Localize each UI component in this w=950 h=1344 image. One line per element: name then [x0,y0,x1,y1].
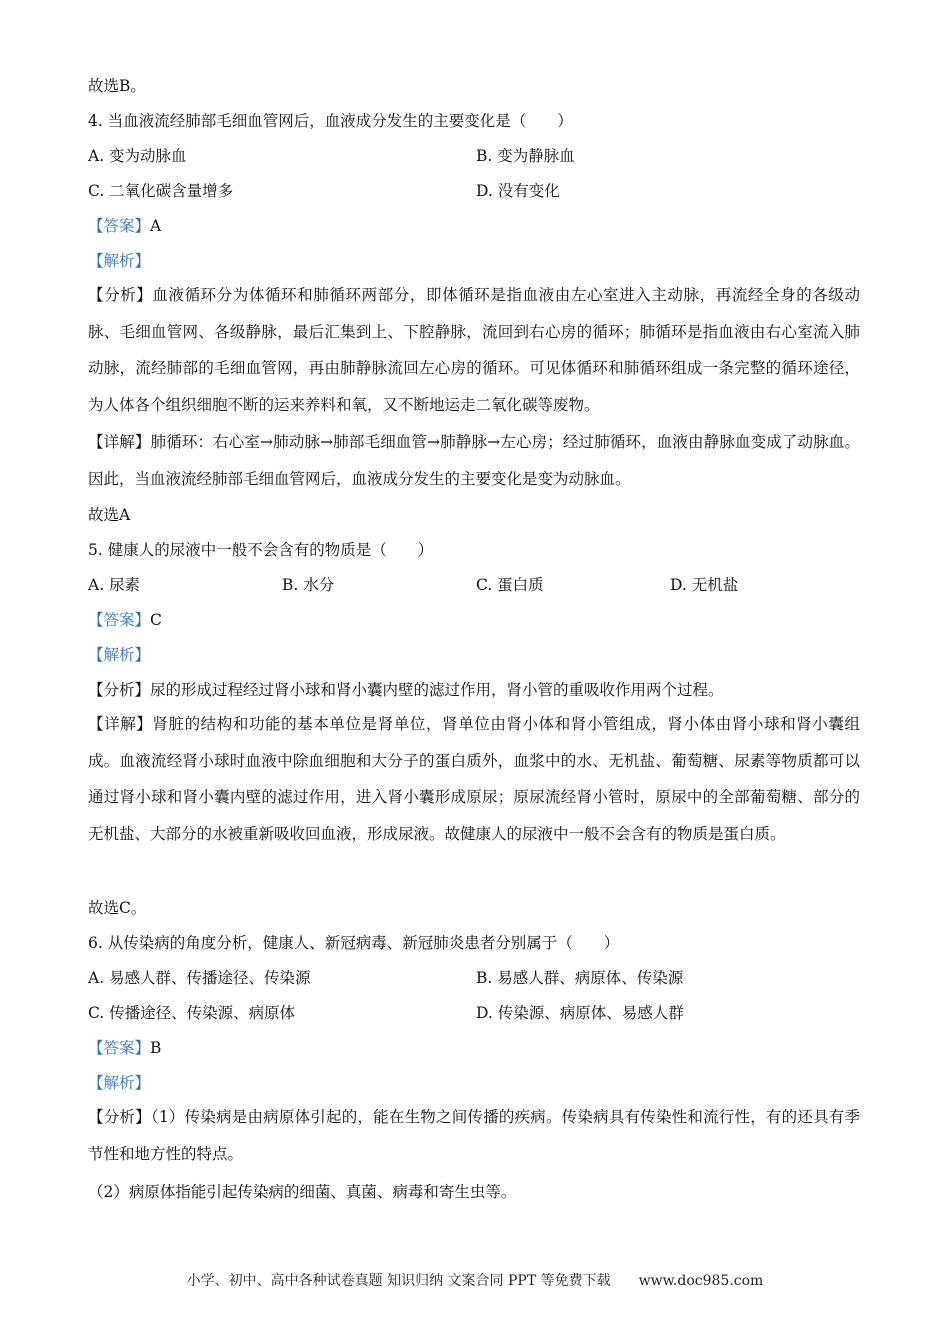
page-footer: 小学、初中、高中各种试卷真题 知识归纳 文案合同 PPT 等免费下载 www.doc985.com [186,1273,764,1289]
q4-conclusion: 故选A [88,506,131,524]
q6-stem: 6. 从传染病的角度分析，健康人、新冠病毒、新冠肺炎患者分别属于（ ） [88,934,620,952]
answer-tag: 【答案】 [88,1039,151,1057]
q3-conclusion: 故选B。 [88,77,146,95]
q6-analysis [88,1099,860,1172]
q6-explain-heading [88,1073,860,1093]
detail-tag: 【详解】 [88,433,151,451]
q4-analysis-text: 血液循环分为体循环和肺循环两部分，即体循环是指血液由左心室进入主动脉，再流经全身的各级动脉、毛细血管网、各级静脉，最后汇集到上、下腔静脉，流回到右心房的循环；肺循环是指血液由右心室流入肺动脉，流经肺部的毛细血管网，再由肺静脉流回左心房的循环。可见体循环和肺循环组成一条完整的循环途径，为人体各个组织细胞不断的运来养料和氧，又不断地运走二氧化碳等废物。 [88,286,860,414]
q4-explain-heading [88,251,860,271]
analysis-tag: 【分析】 [88,681,151,699]
q5-option-d: D. 无机盐 [670,576,739,594]
explain-tag: 【解析】 [88,1074,151,1092]
q4-option-a: A. 变为动脉血 [88,147,187,165]
explain-tag: 【解析】 [88,646,151,664]
q5-stem: 5. 健康人的尿液中一般不会含有的物质是（ ） [88,541,434,559]
q6-answer-value: B [150,1039,162,1057]
analysis-tag: 【分析】 [88,286,153,304]
q4-option-b: B. 变为静脉血 [476,147,575,165]
q4-detail-text: 肺循环：右心室→肺动脉→肺部毛细血管→肺静脉→左心房；经过肺循环，血液由静脉血变成了动脉血。因此，当血液流经肺部毛细血管网后，血液成分发生的主要变化是变为动脉血。 [88,433,860,488]
answer-tag: 【答案】 [88,611,151,629]
q5-detail-text: 肾脏的结构和功能的基本单位是肾单位，肾单位由肾小体和肾小管组成，肾小体由肾小球和肾小囊组成。血液流经肾小球时血液中除血细胞和大分子的蛋白质外，血浆中的水、无机盐、葡萄糖、尿素等物质都可以通过肾小球和肾小囊内壁的滤过作用，进入肾小囊形成原尿；原尿流经肾小管时，原尿中的全部葡萄糖、部分的无机盐、大部分的水被重新吸收回血液，形成尿液。故健康人的尿液中一般不会含有的物质是蛋白质。 [88,715,860,843]
q4-option-c: C. 二氧化碳含量增多 [88,182,234,200]
q5-analysis [88,680,860,700]
q6-answer [88,1038,860,1058]
q4-analysis [88,277,860,423]
q5-explain-heading [88,645,860,665]
q5-conclusion: 故选C。 [88,899,147,917]
q4-stem: 4. 当血液流经肺部毛细血管网后，血液成分发生的主要变化是（ ） [88,112,573,130]
q5-option-b: B. 水分 [282,576,335,594]
q4-detail [88,424,860,497]
q5-option-c: C. 蛋白质 [476,576,544,594]
q4-answer-value: A [150,217,162,235]
q5-answer-value: C [150,611,162,629]
q5-detail [88,706,860,852]
q6-option-a: A. 易感人群、传播途径、传染源 [88,969,311,987]
detail-tag: 【详解】 [88,715,153,733]
q6-option-c: C. 传播途径、传染源、病原体 [88,1004,296,1022]
q4-option-d: D. 没有变化 [476,182,560,200]
q6-analysis-2: （2）病原体指能引起传染病的细菌、真菌、病毒和寄生虫等。 [88,1183,517,1201]
analysis-tag: 【分析】 [88,1108,151,1126]
q5-answer [88,610,860,630]
explain-tag: 【解析】 [88,252,151,270]
q4-answer [88,216,860,236]
q6-analysis-text: （1）传染病是由病原体引起的，能在生物之间传播的疾病。传染病具有传染性和流行性，有的还具有季节性和地方性的特点。 [88,1108,860,1163]
q5-analysis-text: 尿的形成过程经过肾小球和肾小囊内壁的滤过作用，肾小管的重吸收作用两个过程。 [150,681,724,699]
q6-option-b: B. 易感人群、病原体、传染源 [476,969,684,987]
q5-option-a: A. 尿素 [88,576,141,594]
answer-tag: 【答案】 [88,217,151,235]
q6-option-d: D. 传染源、病原体、易感人群 [476,1004,684,1022]
